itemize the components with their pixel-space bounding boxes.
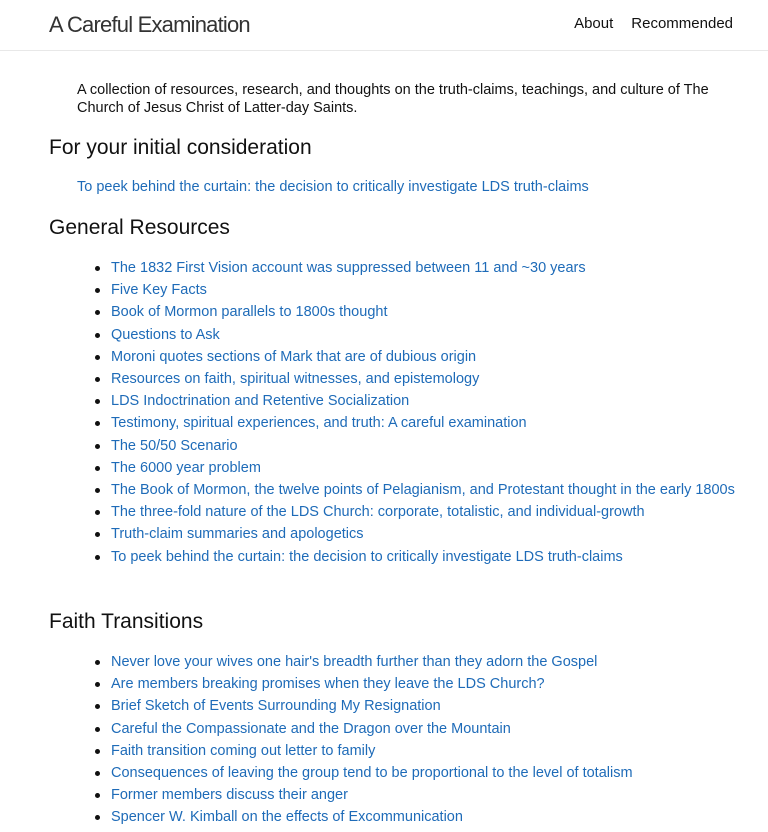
initial-consideration-link[interactable]: To peek behind the curtain: the decision to critically investigate LDS truth-claims (77, 179, 589, 195)
list-item (111, 523, 736, 545)
resource-link[interactable]: Truth-claim summaries and apologetics (111, 526, 364, 543)
list-item (111, 740, 736, 762)
list-item (111, 346, 736, 368)
resource-link[interactable]: Careful the Compassionate and the Dragon over the Mountain (111, 720, 511, 737)
resource-link[interactable]: The 50/50 Scenario (111, 437, 238, 454)
nav-about-link[interactable]: About (574, 15, 614, 32)
list-item (111, 651, 736, 673)
resource-link[interactable]: To peek behind the curtain: the decision to critically investigate LDS truth-claims (111, 548, 623, 565)
list-item (111, 279, 736, 301)
site-title-link[interactable]: A Careful Examination (49, 12, 250, 37)
faith-transitions-heading: Faith Transitions (49, 610, 204, 633)
nav-recommended-link[interactable]: Recommended (631, 15, 733, 32)
list-item (111, 324, 736, 346)
resource-link[interactable]: Moroni quotes sections of Mark that are of dubious origin (111, 348, 477, 365)
resource-link[interactable]: Brief Sketch of Events Surrounding My Resignation (111, 698, 441, 715)
general-resources-heading: General Resources (49, 216, 230, 239)
list-item (111, 546, 736, 568)
resource-link[interactable]: Faith transition coming out letter to family (111, 742, 376, 759)
resource-link[interactable]: The 6000 year problem (111, 459, 261, 476)
resource-link[interactable]: Resources on faith, spiritual witnesses, and epistemology (111, 371, 480, 388)
resource-link[interactable]: Are members breaking promises when they leave the LDS Church? (111, 676, 545, 693)
faith-transitions-list (111, 651, 736, 829)
list-item (111, 301, 736, 323)
list-item (111, 368, 736, 390)
resource-link[interactable]: The Book of Mormon, the twelve points of Pelagianism, and Protestant thought in the early 1800s (111, 482, 735, 499)
list-item (111, 695, 736, 717)
resource-link[interactable]: The 1832 First Vision account was suppressed between 11 and ~30 years (111, 260, 586, 276)
list-item (111, 435, 736, 457)
resource-link[interactable]: Never love your wives one hair's breadth further than they adorn the Gospel (111, 654, 598, 670)
list-item (111, 718, 736, 740)
resource-link[interactable]: Questions to Ask (111, 326, 220, 343)
general-resources-list (111, 257, 736, 568)
list-item (111, 806, 736, 828)
list-item (111, 257, 736, 279)
site-header (0, 0, 768, 51)
intro-paragraph: A collection of resources, research, and thoughts on the truth-claims, teachings, and culture of The Church of Jesus Christ of Latter-day Saints. (77, 82, 709, 116)
site-nav (574, 14, 733, 34)
list-item (111, 673, 736, 695)
resource-link[interactable]: LDS Indoctrination and Retentive Socialization (111, 393, 410, 410)
list-item (111, 457, 736, 479)
resource-link[interactable]: Book of Mormon parallels to 1800s thought (111, 304, 388, 321)
resource-link[interactable]: Spencer W. Kimball on the effects of Excommunication (111, 809, 463, 826)
list-item (111, 479, 736, 501)
list-item (111, 412, 736, 434)
list-item (111, 501, 736, 523)
list-item (111, 390, 736, 412)
resource-link[interactable]: Testimony, spiritual experiences, and truth: A careful examination (111, 415, 527, 432)
list-item (111, 784, 736, 806)
resource-link[interactable]: The three-fold nature of the LDS Church: corporate, totalistic, and individual-growth (111, 504, 645, 521)
resource-link[interactable]: Consequences of leaving the group tend to be proportional to the level of totalism (111, 765, 633, 782)
initial-consideration-heading: For your initial consideration (49, 136, 312, 159)
resource-link[interactable]: Five Key Facts (111, 282, 207, 299)
list-item (111, 762, 736, 784)
resource-link[interactable]: Former members discuss their anger (111, 787, 348, 804)
